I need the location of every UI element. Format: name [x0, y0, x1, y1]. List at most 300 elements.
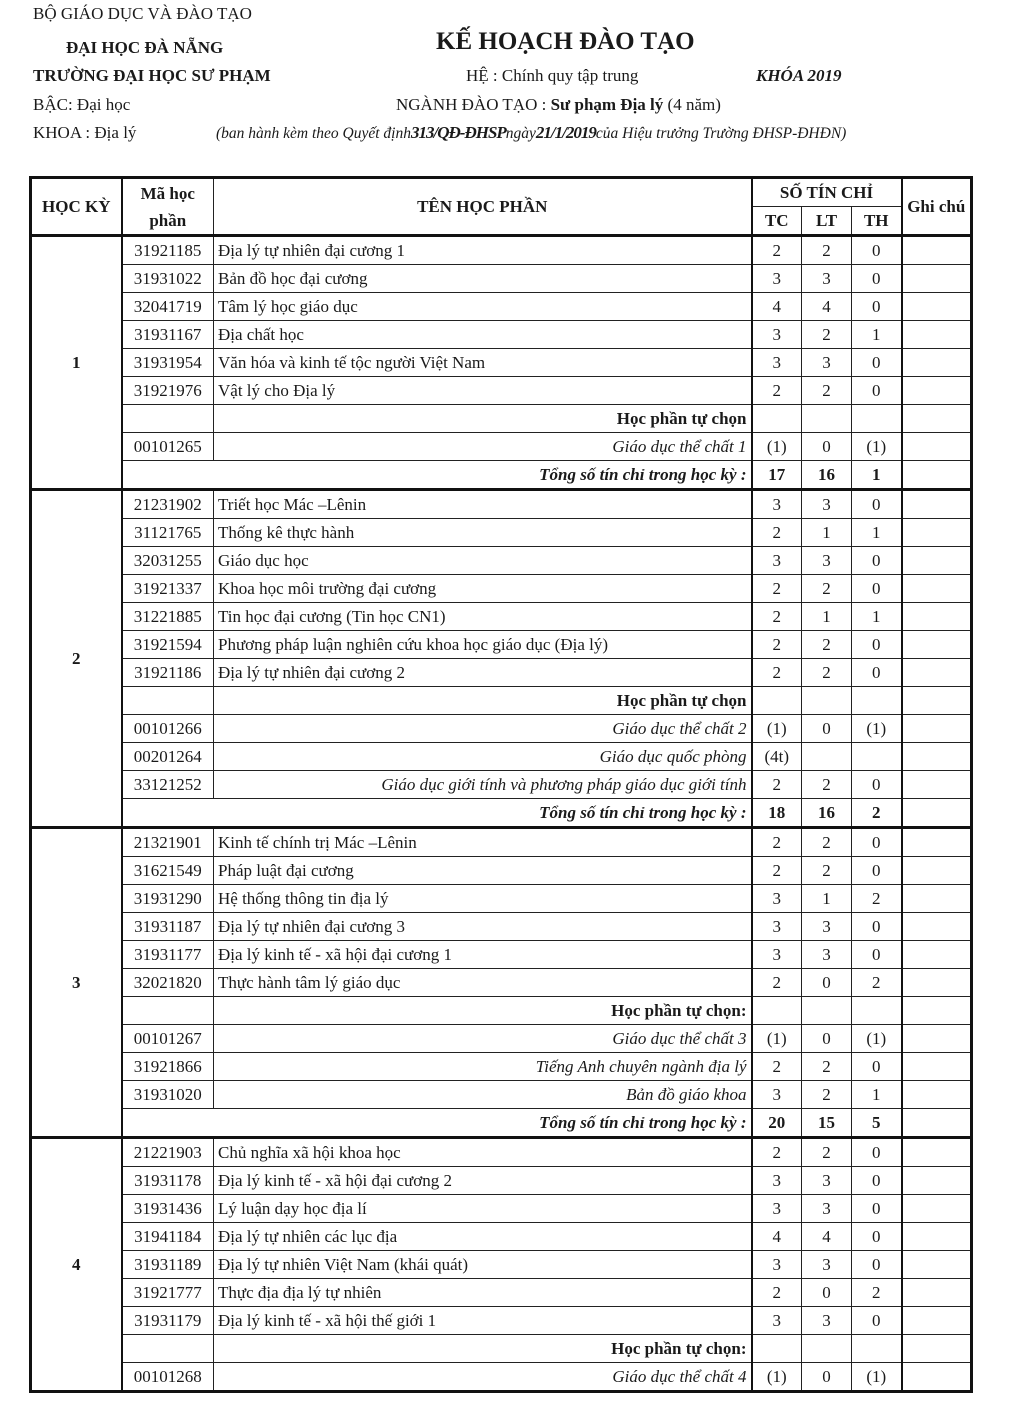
credits-th: 0 [852, 1251, 902, 1279]
course-note [902, 1053, 972, 1081]
course-note [902, 405, 972, 433]
credits-tc: 3 [752, 885, 802, 913]
semester-number: 4 [31, 1138, 122, 1392]
course-name: Địa lý kinh tế - xã hội đại cương 2 [214, 1167, 752, 1195]
course-code: 33121252 [122, 771, 214, 799]
credits-th: (1) [852, 433, 902, 461]
credits-lt: 3 [802, 265, 852, 293]
credits-lt: 4 [802, 1223, 852, 1251]
credits-tc: (1) [752, 715, 802, 743]
credits-lt: 3 [802, 1307, 852, 1335]
credits-tc: 3 [752, 1251, 802, 1279]
semester-total-row [31, 799, 972, 828]
credits-tc: 4 [752, 293, 802, 321]
credits-tc: 3 [752, 913, 802, 941]
course-code: 31931178 [122, 1167, 214, 1195]
credits-th: 0 [852, 1167, 902, 1195]
total-lt: 16 [802, 461, 852, 490]
course-note [902, 1195, 972, 1223]
course-code: 31931436 [122, 1195, 214, 1223]
credits-th: 0 [852, 941, 902, 969]
course-name: Hệ thống thông tin địa lý [214, 885, 752, 913]
page-title: KẾ HOẠCH ĐÀO TẠO [436, 28, 695, 55]
course-row [31, 1279, 972, 1307]
total-tc: 18 [752, 799, 802, 828]
course-note [902, 828, 972, 857]
credits-th: 0 [852, 265, 902, 293]
course-row [31, 1167, 972, 1195]
credits-th: (1) [852, 1363, 902, 1392]
course-name: Giáo dục thể chất 2 [214, 715, 752, 743]
course-code: 31921185 [122, 236, 214, 265]
course-code: 31931179 [122, 1307, 214, 1335]
credits-lt-empty [802, 1335, 852, 1363]
course-row [31, 575, 972, 603]
major-duration: (4 năm) [663, 95, 721, 114]
ministry-name: BỘ GIÁO DỤC VÀ ĐÀO TẠO [33, 4, 252, 23]
credits-th: 0 [852, 1195, 902, 1223]
course-code: 31931290 [122, 885, 214, 913]
elective-title-row [31, 687, 972, 715]
credits-th-empty [852, 405, 902, 433]
total-lt: 15 [802, 1109, 852, 1138]
credits-tc: 3 [752, 547, 802, 575]
elective-course-row [31, 1053, 972, 1081]
credits-lt: 2 [802, 631, 852, 659]
credits-th-empty [852, 997, 902, 1025]
credits-lt: 1 [802, 885, 852, 913]
credits-lt: 3 [802, 349, 852, 377]
faculty-name: KHOA : Địa lý [33, 123, 137, 142]
credits-th: 0 [852, 1223, 902, 1251]
col-tc-header: TC [752, 207, 802, 236]
credits-lt: 2 [802, 659, 852, 687]
credits-th: 0 [852, 1307, 902, 1335]
col-credits-header: SỐ TÍN CHỈ [752, 178, 902, 207]
total-lt: 16 [802, 799, 852, 828]
course-note [902, 687, 972, 715]
course-name: Giáo dục thể chất 1 [214, 433, 752, 461]
course-row [31, 236, 972, 265]
course-note [902, 1279, 972, 1307]
course-code: 31931189 [122, 1251, 214, 1279]
course-name: Phương pháp luận nghiên cứu khoa học giáo dục (Địa lý) [214, 631, 752, 659]
course-name: Địa lý tự nhiên đại cương 2 [214, 659, 752, 687]
elective-course-row [31, 1081, 972, 1109]
course-code: 31921866 [122, 1053, 214, 1081]
course-code: 00101265 [122, 433, 214, 461]
course-note [902, 997, 972, 1025]
course-note [902, 461, 972, 490]
course-name: Địa lý tự nhiên các lục địa [214, 1223, 752, 1251]
credits-tc: 2 [752, 377, 802, 405]
course-row [31, 1307, 972, 1335]
credits-tc: 3 [752, 265, 802, 293]
total-tc: 20 [752, 1109, 802, 1138]
course-row [31, 857, 972, 885]
credits-th [852, 743, 902, 771]
credits-lt: 2 [802, 771, 852, 799]
course-code: 31121765 [122, 519, 214, 547]
elective-title-row [31, 405, 972, 433]
course-note [902, 1251, 972, 1279]
credits-lt: 3 [802, 1251, 852, 1279]
semester-number: 3 [31, 828, 122, 1138]
elective-course-row [31, 433, 972, 461]
elective-title-row [31, 997, 972, 1025]
credits-tc: 2 [752, 659, 802, 687]
credits-th: 0 [852, 349, 902, 377]
course-note [902, 1307, 972, 1335]
course-note [902, 236, 972, 265]
credits-th: 0 [852, 293, 902, 321]
elective-course-row [31, 1363, 972, 1392]
col-lt-header: LT [802, 207, 852, 236]
credits-th: 0 [852, 575, 902, 603]
course-row [31, 293, 972, 321]
credits-th: (1) [852, 1025, 902, 1053]
credits-lt: 0 [802, 433, 852, 461]
training-plan-body [31, 236, 972, 1392]
course-note [902, 575, 972, 603]
major-line [396, 95, 721, 115]
course-code: 31931954 [122, 349, 214, 377]
course-row [31, 349, 972, 377]
course-row [31, 1195, 972, 1223]
university-name: ĐẠI HỌC ĐÀ NẴNG [66, 38, 224, 57]
semester-total-row [31, 1109, 972, 1138]
credits-th: 1 [852, 1081, 902, 1109]
course-row [31, 1138, 972, 1167]
course-code: 32021820 [122, 969, 214, 997]
credits-tc: 3 [752, 1167, 802, 1195]
semester-total-label: Tổng số tín chỉ trong học kỳ : [122, 799, 752, 828]
course-row [31, 941, 972, 969]
course-name: Chủ nghĩa xã hội khoa học [214, 1138, 752, 1167]
credits-tc: 2 [752, 969, 802, 997]
course-note [902, 490, 972, 519]
credits-tc-empty [752, 687, 802, 715]
credits-th: 0 [852, 771, 902, 799]
decree-date-handwritten: 21/1/2019 [535, 123, 596, 142]
decree-number-handwritten: 313/QĐ-ĐHSP [411, 123, 506, 142]
course-name: Giáo dục giới tính và phương pháp giáo dục giới tính [214, 771, 752, 799]
credits-lt-empty [802, 405, 852, 433]
course-name: Thực hành tâm lý giáo dục [214, 969, 752, 997]
course-code: 21231902 [122, 490, 214, 519]
credits-lt: 2 [802, 575, 852, 603]
course-note [902, 293, 972, 321]
elective-title: Học phần tự chọn: [214, 997, 752, 1025]
course-note [902, 349, 972, 377]
training-plan-table [29, 176, 973, 1393]
course-name: Địa lý tự nhiên đại cương 3 [214, 913, 752, 941]
course-note [902, 885, 972, 913]
credits-th: 2 [852, 969, 902, 997]
course-note [902, 547, 972, 575]
course-note [902, 265, 972, 293]
credits-lt: 0 [802, 1025, 852, 1053]
course-code: 21321901 [122, 828, 214, 857]
credits-th: 0 [852, 631, 902, 659]
credits-tc: 4 [752, 1223, 802, 1251]
course-note [902, 1138, 972, 1167]
education-level: BẬC: Đại học [33, 95, 131, 114]
course-row [31, 547, 972, 575]
credits-lt-empty [802, 687, 852, 715]
course-note [902, 969, 972, 997]
course-name: Tiếng Anh chuyên ngành địa lý [214, 1053, 752, 1081]
credits-tc: 3 [752, 321, 802, 349]
decree-mid: ngày [505, 125, 536, 142]
course-code: 00101268 [122, 1363, 214, 1392]
course-note [902, 1109, 972, 1138]
school-name: TRƯỜNG ĐẠI HỌC SƯ PHẠM [33, 66, 271, 85]
course-name: Giáo dục thể chất 3 [214, 1025, 752, 1053]
course-name: Bản đồ học đại cương [214, 265, 752, 293]
col-note-header: Ghi chú [902, 178, 972, 236]
credits-th-empty [852, 1335, 902, 1363]
elective-course-row [31, 743, 972, 771]
credits-lt: 2 [802, 1138, 852, 1167]
elective-code-empty [122, 1335, 214, 1363]
elective-title: Học phần tự chọn: [214, 1335, 752, 1363]
course-note [902, 1081, 972, 1109]
course-name: Tâm lý học giáo dục [214, 293, 752, 321]
course-name: Thực địa địa lý tự nhiên [214, 1279, 752, 1307]
credits-tc: 2 [752, 1279, 802, 1307]
credits-th: 1 [852, 603, 902, 631]
course-code: 31941184 [122, 1223, 214, 1251]
course-note [902, 941, 972, 969]
elective-course-row [31, 715, 972, 743]
credits-th: 0 [852, 377, 902, 405]
credits-tc: 3 [752, 1307, 802, 1335]
credits-lt-empty [802, 997, 852, 1025]
course-note [902, 1167, 972, 1195]
course-name: Giáo dục quốc phòng [214, 743, 752, 771]
credits-tc: 2 [752, 1053, 802, 1081]
major-name: Sư phạm Địa lý [550, 95, 664, 114]
course-name: Địa lý kinh tế - xã hội đại cương 1 [214, 941, 752, 969]
course-code: 32031255 [122, 547, 214, 575]
credits-tc-empty [752, 997, 802, 1025]
semester-number: 1 [31, 236, 122, 490]
col-name-header: TÊN HỌC PHẦN [214, 178, 752, 236]
course-name: Địa chất học [214, 321, 752, 349]
credits-tc: 3 [752, 1195, 802, 1223]
course-note [902, 659, 972, 687]
credits-lt: 0 [802, 1279, 852, 1307]
course-code: 00201264 [122, 743, 214, 771]
course-name: Pháp luật đại cương [214, 857, 752, 885]
credits-lt: 1 [802, 519, 852, 547]
credits-lt: 3 [802, 490, 852, 519]
course-name: Lý luận dạy học địa lí [214, 1195, 752, 1223]
course-code: 00101267 [122, 1025, 214, 1053]
credits-th: 1 [852, 321, 902, 349]
credits-lt: 2 [802, 857, 852, 885]
semester-total-row [31, 461, 972, 490]
credits-lt: 2 [802, 1053, 852, 1081]
credits-th: (1) [852, 715, 902, 743]
course-name: Khoa học môi trường đại cương [214, 575, 752, 603]
credits-tc: 2 [752, 857, 802, 885]
credits-th: 0 [852, 857, 902, 885]
course-name: Địa lý kinh tế - xã hội thế giới 1 [214, 1307, 752, 1335]
course-row [31, 603, 972, 631]
course-code: 31921186 [122, 659, 214, 687]
credits-lt: 2 [802, 828, 852, 857]
credits-tc: 2 [752, 519, 802, 547]
total-th: 1 [852, 461, 902, 490]
course-code: 32041719 [122, 293, 214, 321]
course-row [31, 1251, 972, 1279]
semester-total-label: Tổng số tín chỉ trong học kỳ : [122, 1109, 752, 1138]
course-note [902, 377, 972, 405]
credits-th: 0 [852, 659, 902, 687]
course-note [902, 603, 972, 631]
course-note [902, 1363, 972, 1392]
cohort: KHÓA 2019 [756, 66, 842, 85]
credits-tc-empty [752, 405, 802, 433]
credits-tc: 3 [752, 941, 802, 969]
col-th-header: TH [852, 207, 902, 236]
course-name: Địa lý tự nhiên Việt Nam (khái quát) [214, 1251, 752, 1279]
course-note [902, 519, 972, 547]
course-note [902, 715, 972, 743]
credits-lt: 0 [802, 715, 852, 743]
course-code: 00101266 [122, 715, 214, 743]
course-row [31, 519, 972, 547]
course-code: 31931167 [122, 321, 214, 349]
course-note [902, 1335, 972, 1363]
credits-tc: 3 [752, 490, 802, 519]
elective-course-row [31, 1025, 972, 1053]
elective-code-empty [122, 997, 214, 1025]
course-note [902, 1025, 972, 1053]
course-note [902, 433, 972, 461]
credits-lt: 3 [802, 913, 852, 941]
credits-lt: 3 [802, 941, 852, 969]
training-system: HỆ : Chính quy tập trung [466, 66, 639, 85]
credits-lt: 3 [802, 547, 852, 575]
course-note [902, 857, 972, 885]
credits-tc: 3 [752, 349, 802, 377]
course-note [902, 913, 972, 941]
semester-total-label: Tổng số tín chỉ trong học kỳ : [122, 461, 752, 490]
decree-prefix: (ban hành kèm theo Quyết định [216, 125, 411, 142]
course-row [31, 969, 972, 997]
course-row [31, 885, 972, 913]
course-code: 31921976 [122, 377, 214, 405]
credits-lt: 4 [802, 293, 852, 321]
course-code: 31931022 [122, 265, 214, 293]
course-name: Giáo dục học [214, 547, 752, 575]
credits-tc: 2 [752, 631, 802, 659]
credits-tc: 2 [752, 236, 802, 265]
course-name: Địa lý tự nhiên đại cương 1 [214, 236, 752, 265]
credits-lt: 2 [802, 377, 852, 405]
course-note [902, 631, 972, 659]
credits-lt: 2 [802, 236, 852, 265]
total-tc: 17 [752, 461, 802, 490]
credits-tc: (1) [752, 1363, 802, 1392]
course-row [31, 321, 972, 349]
credits-tc: 2 [752, 1138, 802, 1167]
elective-code-empty [122, 687, 214, 715]
course-note [902, 743, 972, 771]
semester-number: 2 [31, 490, 122, 828]
credits-th: 0 [852, 236, 902, 265]
course-code: 31931187 [122, 913, 214, 941]
course-code: 31921777 [122, 1279, 214, 1307]
elective-code-empty [122, 405, 214, 433]
credits-lt: 0 [802, 1363, 852, 1392]
course-name: Thống kê thực hành [214, 519, 752, 547]
credits-th: 0 [852, 828, 902, 857]
credits-th: 0 [852, 1053, 902, 1081]
credits-th: 2 [852, 1279, 902, 1307]
decree-suffix: của Hiệu trưởng Trường ĐHSP-ĐHĐN) [595, 125, 847, 142]
course-row [31, 631, 972, 659]
credits-th: 0 [852, 1138, 902, 1167]
credits-th: 0 [852, 490, 902, 519]
course-name: Bản đồ giáo khoa [214, 1081, 752, 1109]
credits-tc: (1) [752, 433, 802, 461]
credits-tc: 2 [752, 575, 802, 603]
col-code-header: Mã học phần [122, 178, 214, 236]
credits-th: 1 [852, 519, 902, 547]
credits-tc: 2 [752, 603, 802, 631]
credits-th: 0 [852, 913, 902, 941]
credits-lt: 3 [802, 1167, 852, 1195]
credits-tc-empty [752, 1335, 802, 1363]
course-code: 31921337 [122, 575, 214, 603]
credits-tc: 2 [752, 771, 802, 799]
credits-tc: 2 [752, 828, 802, 857]
course-row [31, 490, 972, 519]
course-note [902, 771, 972, 799]
credits-lt: 1 [802, 603, 852, 631]
col-semester-header: HỌC KỲ [31, 178, 122, 236]
course-code: 31621549 [122, 857, 214, 885]
total-th: 5 [852, 1109, 902, 1138]
course-code: 31931020 [122, 1081, 214, 1109]
credits-lt [802, 743, 852, 771]
course-name: Triết học Mác –Lênin [214, 490, 752, 519]
credits-th: 0 [852, 547, 902, 575]
credits-lt: 0 [802, 969, 852, 997]
elective-title: Học phần tự chọn [214, 405, 752, 433]
course-name: Kinh tế chính trị Mác –Lênin [214, 828, 752, 857]
course-name: Tin học đại cương (Tin học CN1) [214, 603, 752, 631]
elective-title: Học phần tự chọn [214, 687, 752, 715]
course-note [902, 799, 972, 828]
course-row [31, 377, 972, 405]
course-row [31, 265, 972, 293]
course-code: 31221885 [122, 603, 214, 631]
credits-lt: 3 [802, 1195, 852, 1223]
credits-th: 2 [852, 885, 902, 913]
credits-lt: 2 [802, 321, 852, 349]
credits-lt: 2 [802, 1081, 852, 1109]
course-code: 21221903 [122, 1138, 214, 1167]
credits-tc: (1) [752, 1025, 802, 1053]
credits-th-empty [852, 687, 902, 715]
major-label: NGÀNH ĐÀO TẠO : [396, 95, 551, 114]
course-name: Giáo dục thể chất 4 [214, 1363, 752, 1392]
